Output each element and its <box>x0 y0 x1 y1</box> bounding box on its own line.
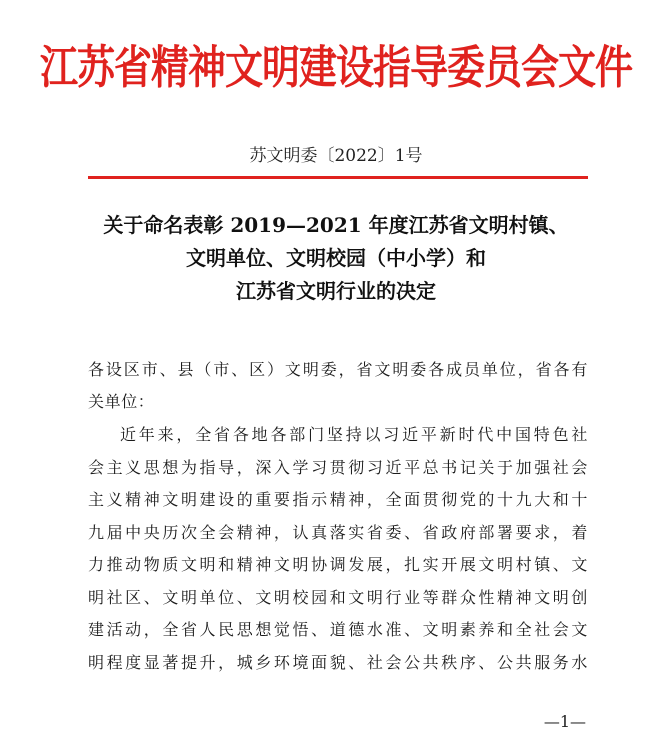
body-line-3: 主义精神文明建设的重要指示精神，全面贯彻党的十九大和十 <box>88 490 588 509</box>
decision-title <box>60 209 612 308</box>
page-number: —1— <box>543 712 586 731</box>
body-line-1: 近年来，全省各地各部门坚持以习近平新时代中国特色社 <box>120 425 588 444</box>
salutation <box>88 354 588 418</box>
body-line-4: 九届中央历次全会精神，认真落实省委、省政府部署要求，着 <box>88 522 588 542</box>
salutation-line-1: 各设区市、县（市、区）文明委，省文明委各成员单位，省各有 <box>88 360 588 379</box>
decision-title-line-1: 关于命名表彰 2019—2021 年度江苏省文明村镇、 <box>103 213 569 237</box>
body-line-5: 力推动物质文明和精神文明协调发展，扎实开展文明村镇、文 <box>88 555 588 574</box>
salutation-line-2: 关单位： <box>88 392 155 411</box>
body-line-6: 明社区、文明单位、文明校园和文明行业等群众性精神文明创 <box>88 587 588 607</box>
body-line-8: 明程度显著提升，城乡环境面貌、社会公共秩序、公共服务水 <box>88 652 588 672</box>
body-line-7: 建活动，全省人民思想觉悟、道德水准、文明素养和全社会文 <box>88 620 588 639</box>
body-paragraph <box>88 419 588 679</box>
body-line-2: 会主义思想为指导，深入学习贯彻习近平总书记关于加强社会 <box>88 457 588 477</box>
decision-title-line-2: 文明单位、文明校园（中小学）和 <box>186 246 486 270</box>
decision-title-line-3: 江苏省文明行业的决定 <box>236 279 436 303</box>
issuing-organization-title: 江苏省精神文明建设指导委员会文件 <box>39 39 632 94</box>
document-number: 苏文明委〔2022〕1号 <box>249 146 423 166</box>
red-divider-line <box>88 176 588 179</box>
